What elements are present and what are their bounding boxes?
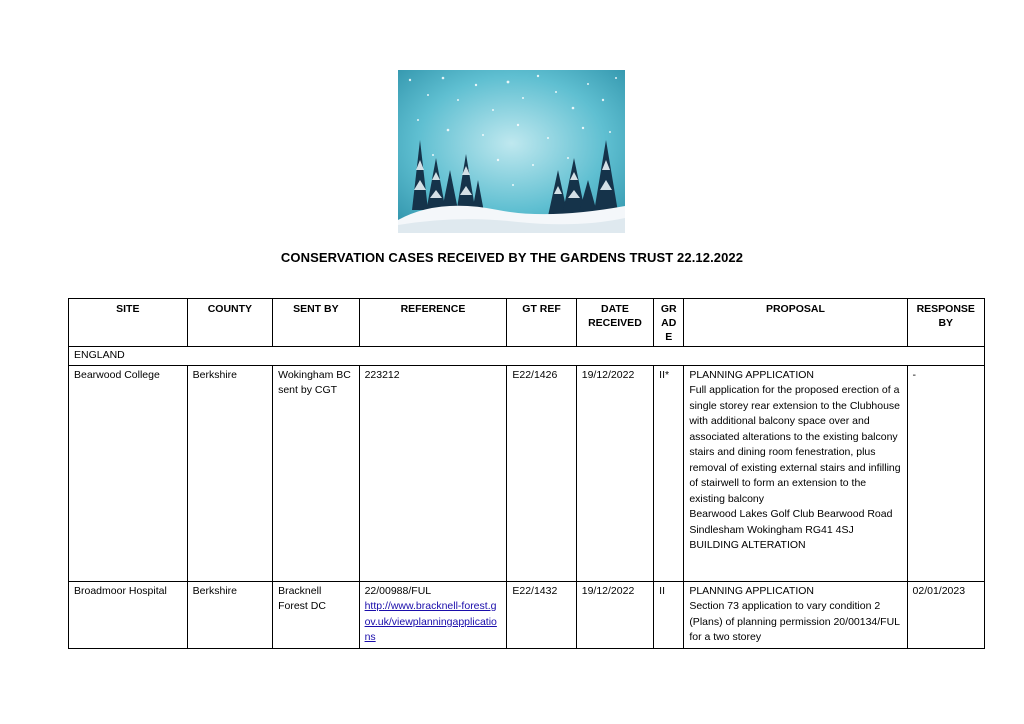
document-title: CONSERVATION CASES RECEIVED BY THE GARDENS TRUST 22.12.2022 — [280, 250, 744, 265]
proposal-description: Full application for the proposed erection of a single storey rear extension to the Clubhouse with additional balcony space over and associated alterations to the existing balcony stairs and dining room fenestration, plus removal of existing external stairs and infilling of stairwell to form an extension to the existing balcony — [689, 384, 901, 505]
cell-gt-ref: E22/1426 — [507, 365, 576, 581]
header-sent-by: SENT BY — [273, 299, 359, 347]
table-row — [69, 365, 985, 581]
cell-gt-ref: E22/1432 — [507, 581, 576, 648]
proposal-type: PLANNING APPLICATION — [689, 584, 814, 597]
proposal-type: PLANNING APPLICATION — [689, 368, 814, 381]
table-header-row — [69, 299, 985, 347]
cell-sent-by: Wokingham BC sent by CGT — [273, 365, 359, 581]
header-grade: GR AD E — [654, 299, 684, 347]
cell-reference: 223212 — [359, 365, 507, 581]
cell-site: Broadmoor Hospital — [69, 581, 188, 648]
planning-applications-link[interactable]: http://www.bracknell-forest.gov.uk/viewplanningapplications — [364, 600, 497, 643]
reference-number: 22/00988/FUL — [364, 584, 432, 597]
header-response-by: RESPONSE BY — [907, 299, 984, 347]
cell-proposal — [684, 365, 907, 581]
header-reference: REFERENCE — [359, 299, 507, 347]
cell-sent-by: Bracknell Forest DC — [273, 581, 359, 648]
header-date-received: DATE RECEIVED — [576, 299, 653, 347]
header-proposal: PROPOSAL — [684, 299, 907, 347]
cell-proposal — [684, 581, 907, 648]
conservation-cases-table — [68, 298, 985, 649]
header-site: SITE — [69, 299, 188, 347]
proposal-category: BUILDING ALTERATION — [689, 539, 806, 551]
header-county: COUNTY — [187, 299, 272, 347]
cell-response-by: 02/01/2023 — [907, 581, 984, 648]
proposal-description: Section 73 application to vary condition 2 (Plans) of planning permission 20/00134/FUL for a two storey — [689, 600, 900, 643]
header-gt-ref: GT REF — [507, 299, 576, 347]
cell-site: Bearwood College — [69, 365, 188, 581]
winter-banner-image — [398, 70, 625, 233]
cell-county: Berkshire — [187, 365, 272, 581]
proposal-address: Bearwood Lakes Golf Club Bearwood Road Sindlesham Wokingham RG41 4SJ — [689, 508, 893, 536]
cell-date-received: 19/12/2022 — [576, 365, 653, 581]
cell-date-received: 19/12/2022 — [576, 581, 653, 648]
cell-reference — [359, 581, 507, 648]
cell-grade: II* — [654, 365, 684, 581]
table-row — [69, 581, 985, 648]
cell-grade: II — [654, 581, 684, 648]
region-row — [69, 347, 985, 366]
cell-county: Berkshire — [187, 581, 272, 648]
cell-response-by: - — [907, 365, 984, 581]
region-label: ENGLAND — [69, 347, 985, 366]
